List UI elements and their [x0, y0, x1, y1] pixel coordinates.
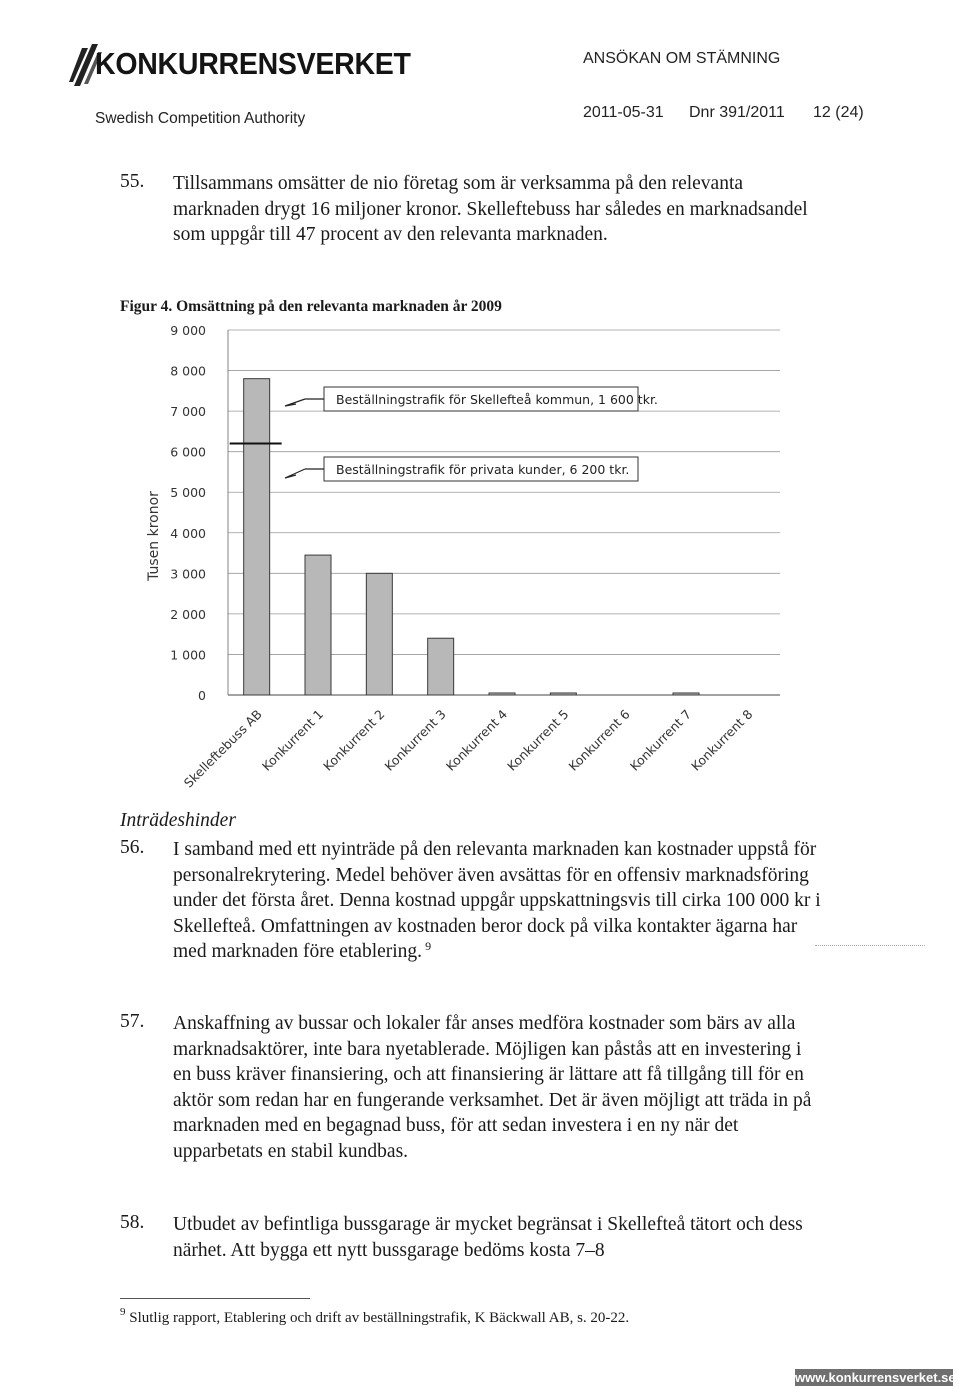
- y-tick-label: 2 000: [170, 606, 206, 622]
- document-dnr: Dnr 391/2011: [689, 104, 785, 121]
- bar: [305, 555, 331, 695]
- org-name: KONKURRENSVERKET: [95, 46, 411, 81]
- footnote-divider: [120, 1298, 310, 1299]
- bar: [428, 638, 454, 695]
- footnote-number: 9: [120, 1306, 126, 1318]
- paragraph-number: 56.: [120, 837, 145, 858]
- document-date: 2011-05-31: [583, 104, 664, 121]
- margin-rule: [815, 945, 925, 946]
- paragraph-56-text: I samband med ett nyinträde på den relevanta marknaden kan kostnader uppstå för personalrekrytering. Medel behöver även avsättas för en offensiv marknadsföring under det första året. Denna kostnad uppgår uppskattningsvis till cirka 100 000 kr i Skellefteå. Omfattningen av kostnaden beror dock på vilka kontakter ägarna har med marknaden före etablering.: [173, 839, 821, 962]
- arrow-kommun-icon: [285, 399, 324, 406]
- revenue-bar-chart: [100, 318, 800, 818]
- x-tick-label: Konkurrent 2: [320, 706, 388, 774]
- footnote: [120, 1306, 630, 1327]
- paragraph-57: Anskaffning av bussar och lokaler får anses medföra kostnader som bärs av alla marknadsaktörer, inte bara nyetablerade. Möjligen kan påstås att en investering i en buss kräver finansiering, och att finansiering är lättare att få tillgång till för en aktör som redan har en fungerande verksamhet. Det är även möjligt att träda in på marknaden med en begagnad buss, för att sedan investera i en ny när det upparbetats en stabil kundbas.: [173, 1013, 812, 1162]
- y-tick-label: 9 000: [170, 323, 206, 338]
- page-number: 12 (24): [813, 104, 864, 121]
- x-tick-label: Konkurrent 8: [688, 706, 756, 774]
- bar: [489, 693, 515, 695]
- footnote-text: Slutlig rapport, Etablering och drift av beställningstrafik, K Bäckwall AB, s. 20-22.: [129, 1310, 630, 1326]
- bar: [244, 379, 270, 695]
- document-type: ANSÖKAN OM STÄMNING: [583, 50, 781, 67]
- x-tick-label: Konkurrent 1: [258, 706, 327, 774]
- annotation-kommun: Beställningstrafik för Skellefteå kommun, 1 600 tkr.: [336, 392, 658, 407]
- y-tick-label: 6 000: [170, 444, 206, 460]
- paragraph-number: 55.: [120, 171, 145, 192]
- x-tick-label: Konkurrent 4: [442, 706, 511, 774]
- y-tick-label: 1 000: [170, 647, 206, 663]
- x-tick-label: Skelleftebuss AB: [180, 706, 265, 791]
- footer-website-link[interactable]: www.konkurrensverket.se: [795, 1370, 956, 1385]
- y-tick-label: 8 000: [170, 363, 206, 379]
- y-tick-label: 0: [198, 688, 206, 703]
- x-tick-label: Konkurrent 3: [381, 706, 449, 774]
- paragraph-number: 58.: [120, 1212, 145, 1233]
- y-tick-label: 7 000: [170, 404, 206, 420]
- arrow-privata-icon: [285, 469, 324, 478]
- figure-caption: Figur 4. Omsättning på den relevanta marknaden år 2009: [120, 298, 502, 315]
- annotation-privata: Beställningstrafik för privata kunder, 6 200 tkr.: [336, 462, 630, 477]
- y-tick-label: 5 000: [170, 485, 206, 501]
- y-axis-label: Tusen kronor: [146, 491, 162, 581]
- y-tick-label: 3 000: [170, 566, 206, 582]
- x-tick-label: Konkurrent 6: [565, 706, 633, 774]
- bar: [550, 693, 576, 695]
- paragraph-58: Utbudet av befintliga bussgarage är mycket begränsat i Skellefteå tätort och dess närhet. Att bygga ett nytt bussgarage bedöms kosta 7–8: [173, 1214, 803, 1261]
- x-tick-label: Konkurrent 7: [626, 706, 695, 774]
- paragraph-56: [173, 837, 823, 967]
- y-tick-label: 4 000: [170, 525, 206, 541]
- paragraph-55: Tillsammans omsätter de nio företag som är verksamma på den relevanta marknaden drygt 16 miljoner kronor. Skelleftebuss har således en marknadsandel som uppgår till 47 procent av den relevanta marknaden.: [173, 173, 808, 245]
- section-heading: Inträdeshinder: [120, 810, 236, 831]
- footnote-reference: 9: [425, 939, 432, 953]
- paragraph-number: 57.: [120, 1011, 145, 1032]
- org-subtitle: Swedish Competition Authority: [95, 110, 306, 127]
- bar: [673, 693, 699, 695]
- bar: [366, 573, 392, 695]
- x-tick-label: Konkurrent 5: [504, 706, 572, 774]
